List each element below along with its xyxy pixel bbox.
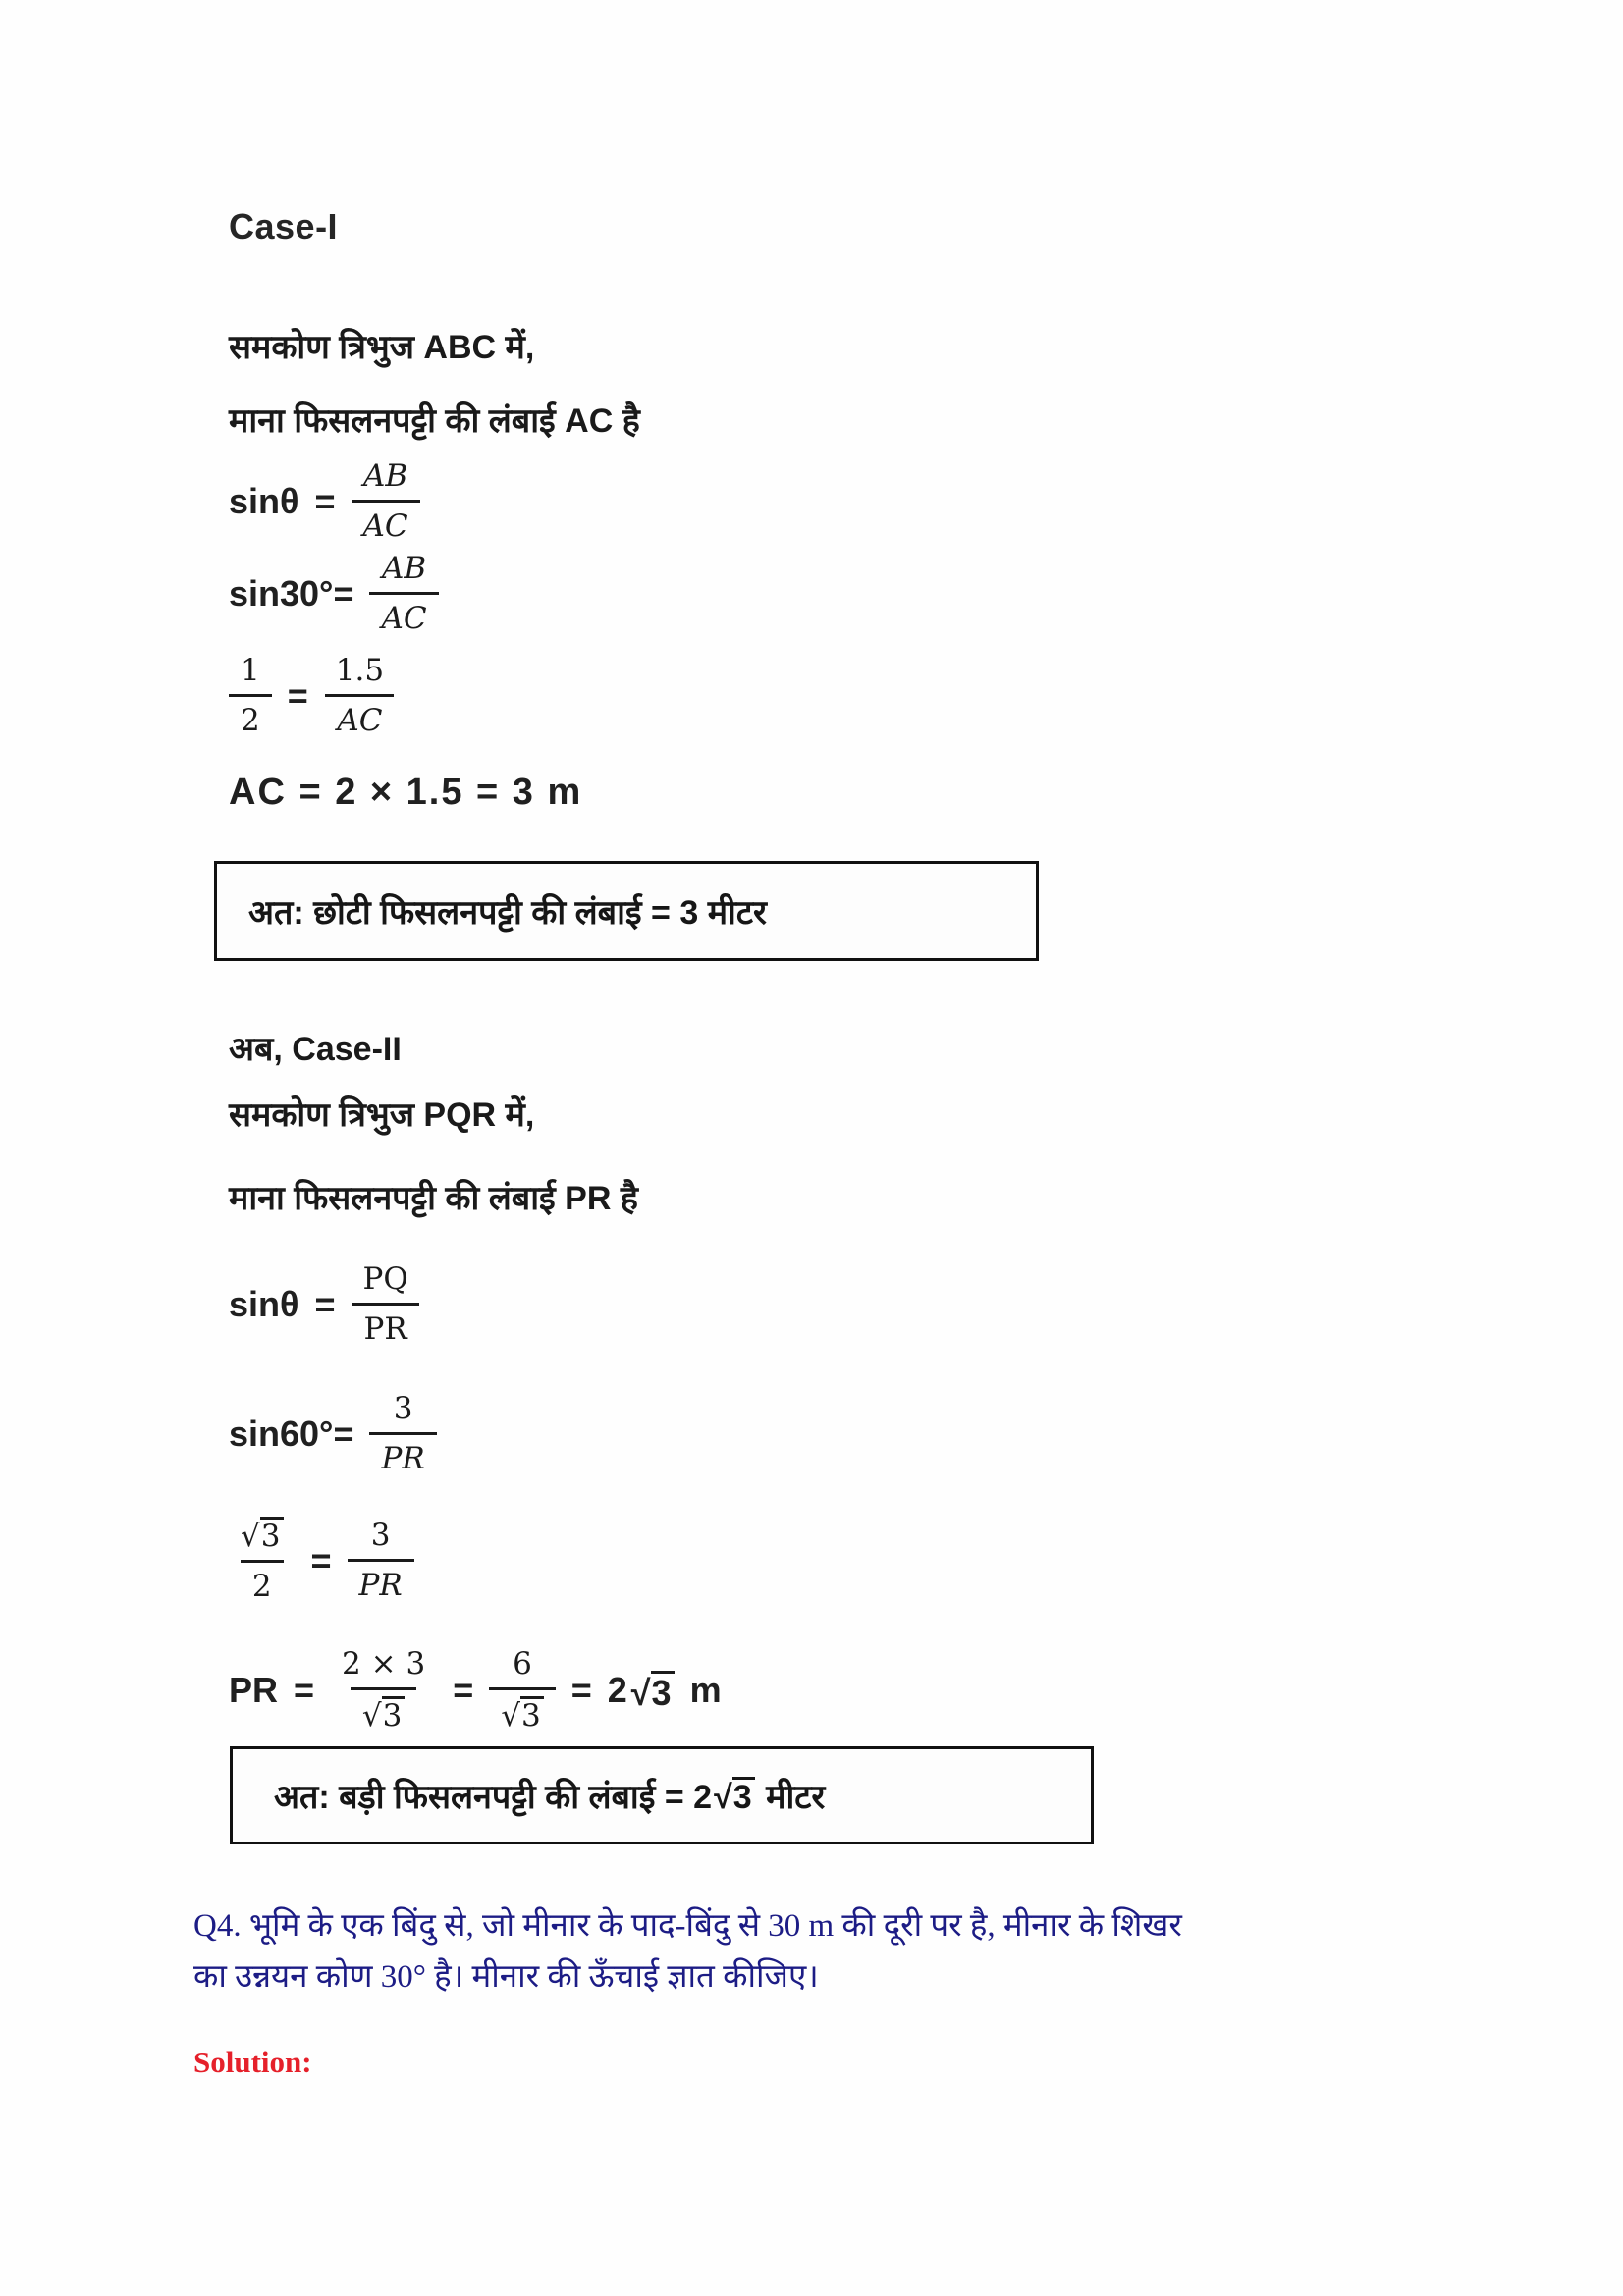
result-2-sqrt3: [608, 1670, 675, 1711]
coefficient: 2: [607, 1669, 627, 1710]
case1-statement-assumption: माना फिसलनपट्टी की लंबाई AC है: [229, 402, 640, 440]
sqrt-3: [241, 1517, 284, 1552]
fraction-numerator: PQ: [362, 1261, 408, 1297]
equation-sin-theta-case1: [229, 458, 1623, 544]
radicand: 3: [520, 1696, 544, 1732]
case2-statement-triangle: समकोण त्रिभुज PQR में,: [229, 1096, 535, 1134]
fraction-numerator: 3: [370, 1518, 391, 1553]
radical-sign: √: [241, 1519, 260, 1554]
sin60-lhs: sin60°=: [229, 1413, 354, 1454]
fraction-3-pr: [369, 1391, 436, 1476]
fraction-numerator: [229, 1517, 296, 1560]
equals-sign: =: [570, 1669, 592, 1710]
case2-answer-prefix: अत: बड़ी फिसलनपट्टी की लंबाई = 2: [274, 1779, 713, 1816]
sqrt-3: [631, 1671, 675, 1711]
equals-sign: =: [310, 1539, 332, 1580]
fraction-denominator: 2: [229, 694, 272, 738]
pr-lhs: PR: [229, 1669, 279, 1710]
radical-sign: √: [361, 1698, 382, 1734]
question-q4: [193, 1900, 1623, 2002]
fraction-numerator: 1: [241, 653, 260, 688]
fraction-one-half: [229, 653, 272, 738]
equals-sign: =: [294, 1669, 315, 1710]
case1-result-equation: AC = 2 × 1.5 = 3 m: [229, 772, 583, 813]
fraction-denominator: AC: [352, 500, 420, 544]
fraction-1p5-ac: [324, 653, 396, 738]
equation-sqrt3-case2: [229, 1517, 1623, 1604]
case2-answer-box: [230, 1746, 1094, 1844]
radicand: 3: [382, 1696, 406, 1732]
case2-answer-suffix: मीटर: [766, 1779, 826, 1816]
radicand: 3: [732, 1777, 755, 1814]
fraction-pq-pr: [352, 1261, 420, 1347]
fraction-2x3-sqrt3: [330, 1646, 437, 1734]
case1-statement-triangle: समकोण त्रिभुज ABC में,: [229, 329, 535, 366]
sin30-lhs: sin30°=: [229, 572, 354, 614]
unit-label: m: [689, 1669, 722, 1710]
radical-sign: √: [714, 1779, 732, 1816]
equation-half-case1: [229, 653, 1623, 738]
radicand: 3: [260, 1517, 284, 1552]
sin-theta-lhs: sinθ: [229, 1283, 299, 1324]
case2-statement-assumption: माना फिसलनपट्टी की लंबाई PR है: [229, 1180, 638, 1217]
fraction-denominator: AC: [325, 694, 394, 738]
fraction-denominator: PR: [352, 1303, 419, 1347]
sqrt-3: [714, 1777, 755, 1814]
fraction-sqrt3-2: [229, 1517, 296, 1604]
fraction-numerator: 6: [513, 1646, 532, 1682]
fraction-denominator: PR: [369, 1432, 436, 1476]
fraction-denominator: [351, 1687, 417, 1734]
equals-sign: =: [453, 1669, 474, 1710]
case1-answer-text: अत: छोटी फिसलनपट्टी की लंबाई = 3 मीटर: [248, 894, 767, 932]
fraction-ab-ac-2: [369, 551, 438, 636]
sin-theta-lhs: sinθ: [229, 480, 299, 521]
radicand: 3: [651, 1671, 675, 1711]
fraction-numerator: 2 × 3: [342, 1646, 426, 1682]
fraction-6-sqrt3: [489, 1646, 556, 1734]
fraction-numerator: 3: [393, 1391, 413, 1426]
equation-pr-result-case2: [229, 1646, 1623, 1734]
sqrt-3: [501, 1696, 544, 1732]
radical-sign: √: [630, 1672, 651, 1713]
fraction-3-pr-2: [348, 1518, 414, 1603]
radical-sign: √: [501, 1698, 520, 1734]
question-line-1: Q4. भूमि के एक बिंदु से, जो मीनार के पाद-बिंदु से 30 m की दूरी पर है, मीनार के शिखर: [193, 1908, 1182, 1944]
fraction-numerator: 1.5: [335, 653, 385, 688]
question-line-2: का उन्नयन कोण 30° है। मीनार की ऊँचाई ज्ञात कीजिए।: [193, 1959, 819, 1995]
fraction-denominator: AC: [369, 592, 438, 636]
equals-sign: =: [314, 480, 336, 521]
solution-label: Solution:: [193, 2045, 312, 2079]
case1-heading: Case-I: [229, 206, 339, 246]
fraction-denominator: [489, 1687, 556, 1734]
fraction-ab-ac: [352, 458, 420, 544]
fraction-numerator: AB: [381, 551, 427, 586]
fraction-denominator: 2: [241, 1560, 284, 1604]
sqrt-3: [362, 1696, 406, 1732]
fraction-denominator: PR: [348, 1559, 414, 1603]
equation-sin30-case1: [229, 551, 1623, 636]
equation-sin60-case2: [229, 1391, 1623, 1476]
equation-sin-theta-case2: [229, 1261, 1623, 1347]
case2-heading: अब, Case-II: [229, 1031, 402, 1068]
case1-answer-box: [214, 861, 1039, 961]
equals-sign: =: [314, 1283, 336, 1324]
fraction-numerator: AB: [362, 458, 408, 494]
equals-sign: =: [287, 674, 308, 716]
